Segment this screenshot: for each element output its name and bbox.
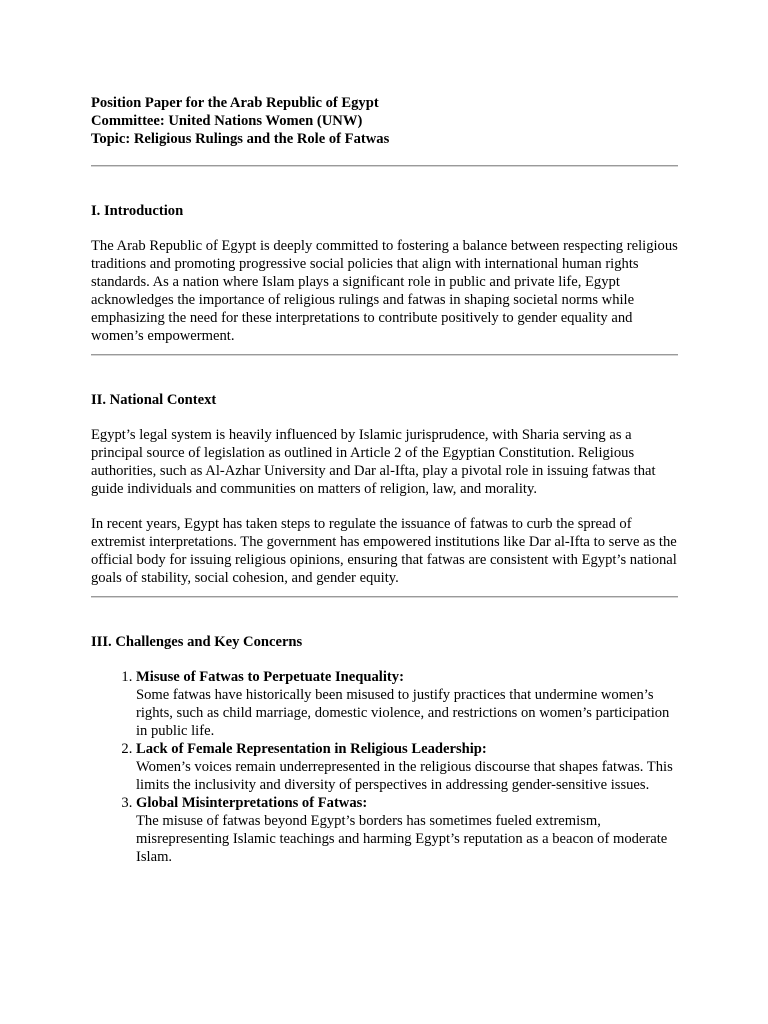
section-introduction [91,202,678,345]
list-item-title: 3. Global Misinterpretations of Fatwas: [136,795,368,811]
introduction-heading: I. Introduction [91,203,184,219]
list-item [136,668,678,740]
committee-line: Committee: United Nations Women (UNW) [91,113,363,129]
list-item [136,740,678,794]
section-divider [91,354,678,356]
section-divider [91,596,678,598]
challenges-heading: III. Challenges and Key Concerns [91,634,303,650]
list-item-body: Women’s voices remain underrepresented in the religious discourse that shapes fatwas. This limits the inclusivity and diversity of perspectives in addressing gender-sensitive issues. [136,759,673,793]
section-divider [91,165,678,167]
national-context-paragraph-1: Egypt’s legal system is heavily influenced by Islamic jurisprudence, with Sharia serving as a principal source of legislation as outlined in Article 2 of the Egyptian Constitution. Religious authorities, such as Al-Azhar University and Dar al-Ifta, play a pivotal role in issuing fatwas that guide individuals and communities on matters of religion, law, and morality. [91,427,656,497]
concerns-list [91,668,678,866]
paper-title: Position Paper for the Arab Republic of Egypt [91,95,379,111]
document-header [91,94,678,148]
list-item [136,794,678,866]
section-national-context [91,391,678,587]
list-item-title: 2. Lack of Female Representation in Religious Leadership: [136,741,487,757]
section-challenges [91,633,678,866]
national-context-heading: II. National Context [91,392,217,408]
list-item-title: 1. Misuse of Fatwas to Perpetuate Inequality: [136,669,404,685]
list-item-body: Some fatwas have historically been misused to justify practices that undermine women’s rights, such as child marriage, domestic violence, and restrictions on women’s participation in public life. [136,687,670,739]
topic-line: Topic: Religious Rulings and the Role of Fatwas [91,131,390,147]
introduction-paragraph: The Arab Republic of Egypt is deeply committed to fostering a balance between respecting religious traditions and promoting progressive social policies that align with international human rights standards. As a nation where Islam plays a significant role in public and private life, Egypt acknowledges the importance of religious rulings and fatwas in shaping societal norms while emphasizing the need for these interpretations to contribute positively to gender equality and women’s empowerment. [91,238,678,344]
national-context-paragraph-2: In recent years, Egypt has taken steps to regulate the issuance of fatwas to curb the spread of extremist interpretations. The government has empowered institutions like Dar al-Ifta to serve as the official body for issuing religious opinions, ensuring that fatwas are consistent with Egypt’s national goals of stability, social cohesion, and gender equity. [91,516,677,586]
list-item-body: The misuse of fatwas beyond Egypt’s borders has sometimes fueled extremism, misrepresenting Islamic teachings and harming Egypt’s reputation as a beacon of moderate Islam. [136,813,668,865]
